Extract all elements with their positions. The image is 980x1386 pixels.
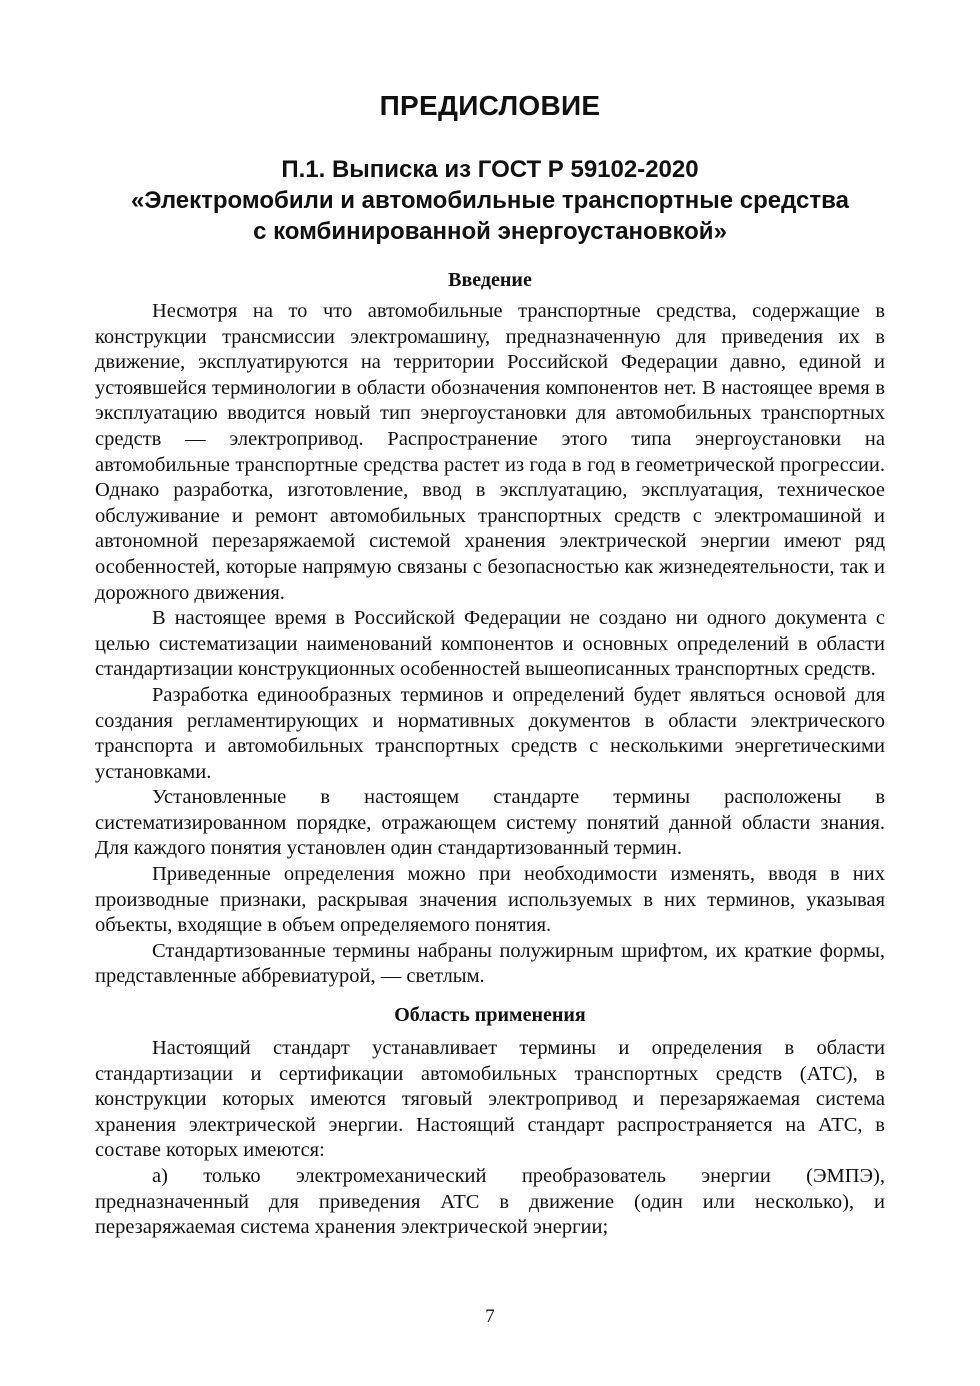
paragraph: В настоящее время в Российской Федерации не создано ни одного документа с целью систематизации наименований компонентов и основных определений в области стандартизации конструкционных особенностей вышеописанных транспортных средств. xyxy=(95,607,885,681)
paragraph: Разработка единообразных терминов и определений будет являться основой для создания регламентирующих и нормативных документов в области электрического транспорта и автомобильных транспортных средств с несколькими энергетическими установками. xyxy=(95,683,885,783)
list-item-paragraph: а) только электромеханический преобразователь энергии (ЭМПЭ), предназначенный для приведения АТС в движение (один или несколько), и перезаряжаемая система хранения электрической энергии; xyxy=(95,1165,885,1239)
section-title-line: «Электромобили и автомобильные транспортные средства xyxy=(131,187,849,214)
paragraph: Несмотря на то что автомобильные транспортные средства, содержащие в конструкции трансмиссии электромашину, предназначенную для приведения их в движение, эксплуатируются на территории Российской Федерации давно, единой и устоявшейся терминологии в области обозначения компонентов нет. В настоящее время в эксплуатацию вводится новый тип энергоустановки для автомобильных транспортных средств — электропривод. Распространение этого типа энергоустановки на автомобильные транспортные средства растет из года в год в геометрической прогрессии. Однако разработка, изготовление, ввод в эксплуатацию, эксплуатация, техническое обслуживание и ремонт автомобильных транспортных средств с электромашиной и автономной перезаряжаемой системой хранения электрической энергии имеют ряд особенностей, которые напрямую связаны с безопасностью как жизнедеятельности, так и дорожного движения. xyxy=(95,300,885,604)
section-title-line: П.1. Выписка из ГОСТ Р 59102-2020 xyxy=(281,156,699,183)
section-title-line: с комбинированной энергоустановкой» xyxy=(253,218,727,245)
introduction-heading: Введение xyxy=(448,269,532,291)
paragraph: Настоящий стандарт устанавливает термины и определения в области стандартизации и сертификации автомобильных транспортных средств (АТС), в конструкции которых имеются тяговый электропривод и перезаряжаемая система хранения электрической энергии. Настоящий стандарт распространяется на АТС, в составе которых имеются: xyxy=(95,1037,885,1162)
paragraph: Приведенные определения можно при необходимости изменять, вводя в них производные признаки, раскрывая значения используемых в них терминов, указывая объекты, входящие в объем определяемого понятия. xyxy=(95,863,885,937)
document-page xyxy=(95,90,885,1241)
page-title: ПРЕДИСЛОВИЕ xyxy=(379,90,601,121)
paragraph: Установленные в настоящем стандарте термины расположены в систематизированном порядке, отражающем систему понятий данной области знания. Для каждого понятия установлен один стандартизованный термин. xyxy=(95,786,885,860)
page-number: 7 xyxy=(485,1306,495,1327)
paragraph: Стандартизованные термины набраны полужирным шрифтом, их краткие формы, представленные аббревиатурой, — светлым. xyxy=(95,939,885,988)
section-title xyxy=(95,154,885,247)
scope-heading: Область применения xyxy=(394,1004,586,1027)
